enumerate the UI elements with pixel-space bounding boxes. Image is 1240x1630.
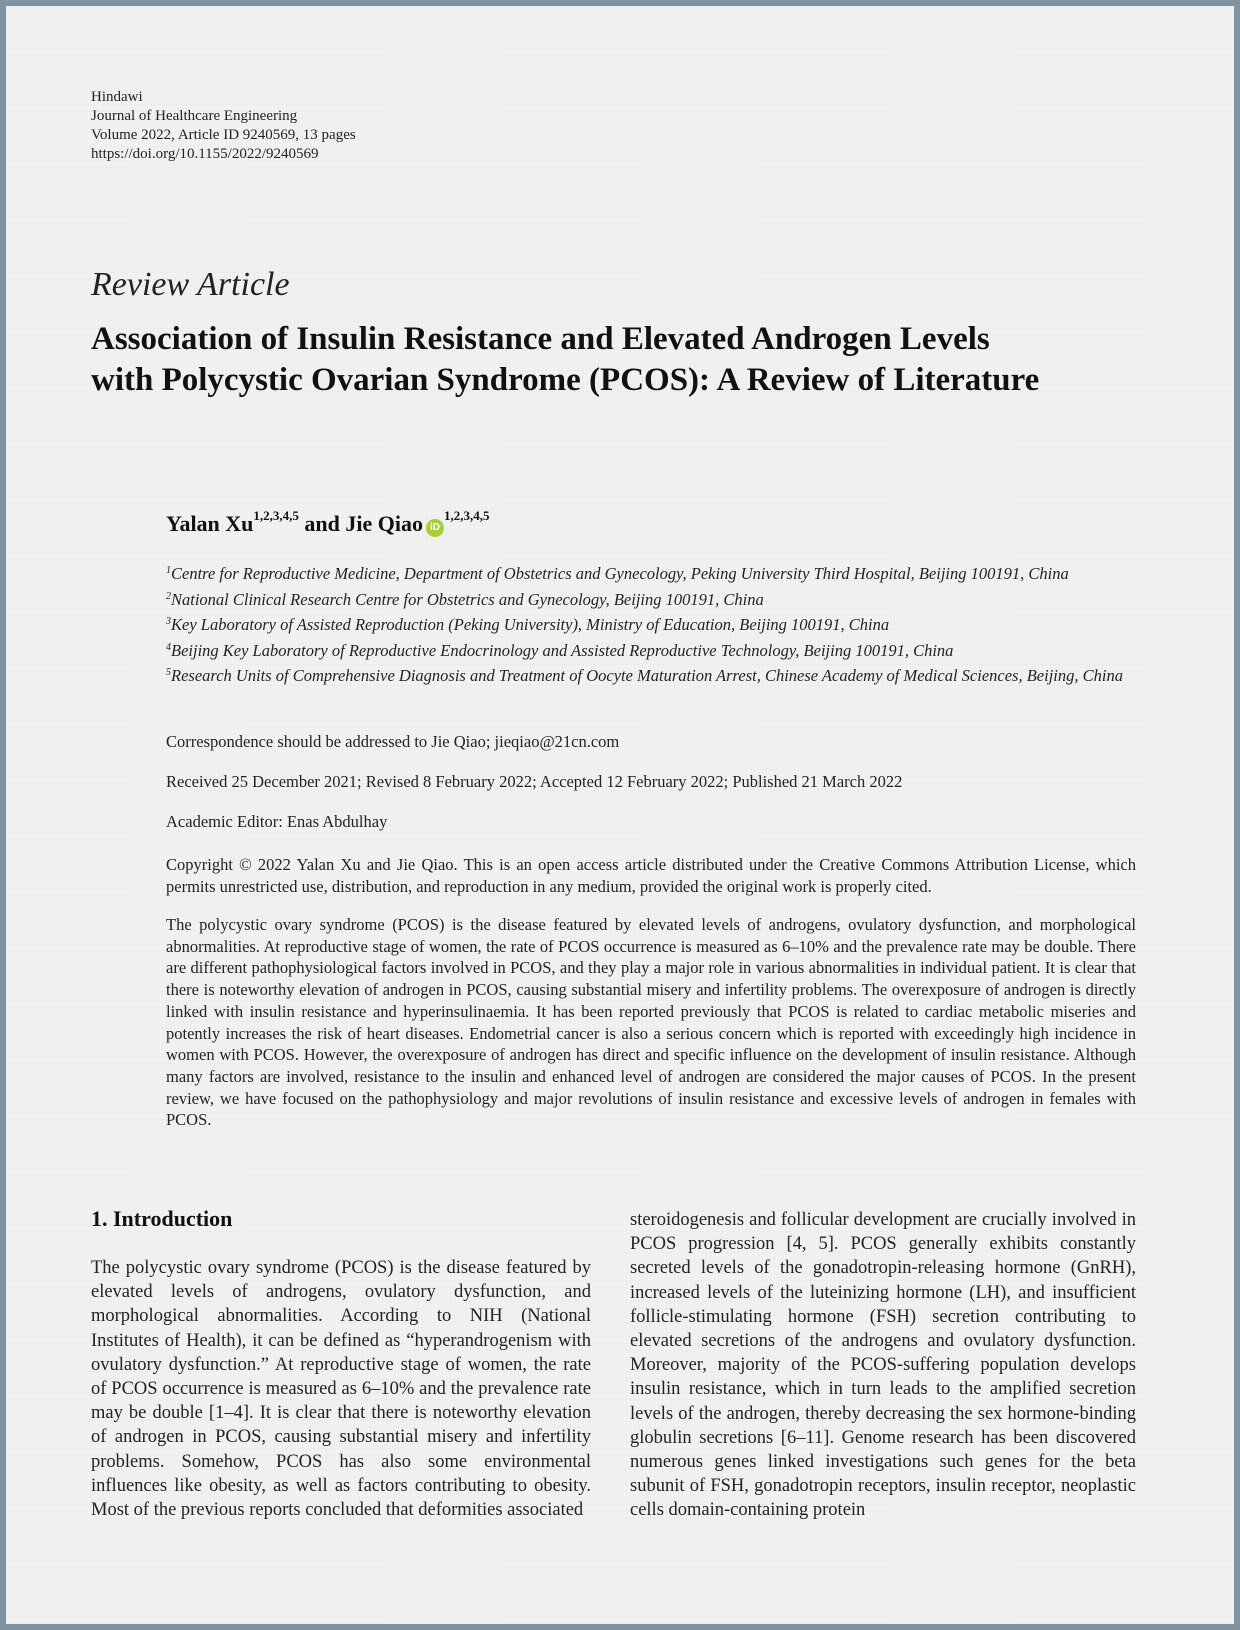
volume-line: Volume 2022, Article ID 9240569, 13 pages [91,127,356,143]
paper-page [6,6,1234,1624]
journal-info [91,88,356,164]
affiliation-item [166,611,1126,637]
author-connector: and [304,511,340,536]
orcid-icon[interactable]: iD [426,519,444,537]
affiliation-text: Beijing Key Laboratory of Reproductive Endocrinology and Assisted Reproductive Technology, Beijing 100191, China [171,640,954,660]
abstract: The polycystic ovary syndrome (PCOS) is the disease featured by elevated levels of androgens, ovulatory dysfunction, and morphological abnormalities. At reproductive stage of women, the rate of PCOS occurrence is measured as 6–10% and the prevalence rate may be double. There are different pathophysiological factors involved in PCOS, and they play a major role in various abnormalities in individual patient. It is clear that there is noteworthy elevation of androgen in PCOS, causing substantial misery and infertility problems. The overexposure of androgen is directly linked with insulin resistance and hyperinsulinaemia. It has been reported previously that PCOS is related to cardiac metabolic miseries and potently increases the risk of heart diseases. Endometrial cancer is also a serious concern which is reported with exceedingly high incidence in women with PCOS. However, the overexposure of androgen has direct and specific influence on the development of insulin resistance. Although many factors are involved, resistance to the insulin and enhanced level of androgen are considered the major causes of PCOS. In the present review, we have focused on the pathophysiology and major revolutions of insulin resistance and excessive levels of androgen in females with PCOS. [166,915,1136,1130]
author-affiliation-numbers: 1,2,3,4,5 [253,508,299,523]
affiliation-number: 2 [166,590,171,602]
doi-link[interactable]: https://doi.org/10.1155/2022/9240569 [91,146,319,162]
journal-name: Journal of Healthcare Engineering [91,108,298,124]
author-name: Yalan Xu [166,511,254,536]
affiliation-number: 5 [166,667,171,678]
affiliation-text: Research Units of Comprehensive Diagnosis and Treatment of Oocyte Maturation Arrest, Chinese Academy of Medical Sciences, Beijing, China [171,666,1123,685]
author-line [166,508,490,537]
affiliation-number: 3 [166,616,171,627]
affiliation-item [166,662,1126,688]
publisher: Hindawi [91,89,143,105]
body-column-right: steroidogenesis and follicular development are crucially involved in PCOS progression [4, 5]. PCOS generally exhibits constantly secreted levels of the gonadotropin-releasing hormone (GnRH), increased levels of the luteinizing hormone (LH), and insufficient follicle-stimulating hormone (FSH) secretion contributing to elevated secretions of the androgens and ovulatory dysfunction. Moreover, majority of the PCOS-suffering population develops insulin resistance, which in turn leads to the amplified secretion levels of the androgen, thereby decreasing the sex hormone-binding globulin secretions [6–11]. Genome research has been discovered numerous genes linked investigations such genes for the beta subunit of FSH, gonadotropin receptors, insulin receptor, neoplastic cells domain-containing protein [630,1210,1136,1521]
academic-editor: Academic Editor: Enas Abdulhay [166,812,388,831]
correspondence: Correspondence should be addressed to Jie Qiao; jieqiao@21cn.com [166,732,620,751]
affiliation-number: 4 [166,641,171,653]
affiliation-item [166,586,1126,612]
section-heading: 1. Introduction [91,1206,233,1231]
body-column-left: The polycystic ovary syndrome (PCOS) is the disease featured by elevated levels of androgens, ovulatory dysfunction, and morphological abnormalities. According to NIH (National Institutes of Health), it can be defined as “hyperandrogenism with ovulatory dysfunction.” At reproductive stage of women, the rate of PCOS occurrence is measured as 6–10% and the prevalence rate may be double [1–4]. It is clear that there is noteworthy elevation of androgen in PCOS, causing substantial misery and infertility problems. Somehow, PCOS has also some environmental influences like obesity, as well as factors contributing to obesity. Most of the previous reports concluded that deformities associated [91,1258,591,1521]
affiliation-text: National Clinical Research Centre for Obstetrics and Gynecology, Beijing 100191, China [171,589,764,609]
author-affiliation-numbers: 1,2,3,4,5 [444,508,490,523]
author-name: Jie Qiao [345,511,424,536]
affiliation-number: 1 [166,565,171,576]
affiliations-list [166,560,1126,688]
article-title: Association of Insulin Resistance and Elevated Androgen Levels with Polycystic Ovarian Syndrome (PCOS): A Review of Literature [91,321,1040,398]
copyright-notice: Copyright © 2022 Yalan Xu and Jie Qiao. This is an open access article distributed under the Creative Commons Attribution License, which permits unrestricted use, distribution, and reproduction in any medium, provided the original work is properly cited. [166,855,1136,896]
affiliation-text: Centre for Reproductive Medicine, Department of Obstetrics and Gynecology, Peking University Third Hospital, Beijing 100191, China [171,564,1069,583]
affiliation-item [166,637,1126,663]
publication-dates: Received 25 December 2021; Revised 8 February 2022; Accepted 12 February 2022; Published 21 March 2022 [166,772,903,791]
affiliation-item [166,560,1126,586]
affiliation-text: Key Laboratory of Assisted Reproduction (Peking University), Ministry of Education, Beijing 100191, China [171,615,890,634]
article-type: Review Article [91,266,290,303]
